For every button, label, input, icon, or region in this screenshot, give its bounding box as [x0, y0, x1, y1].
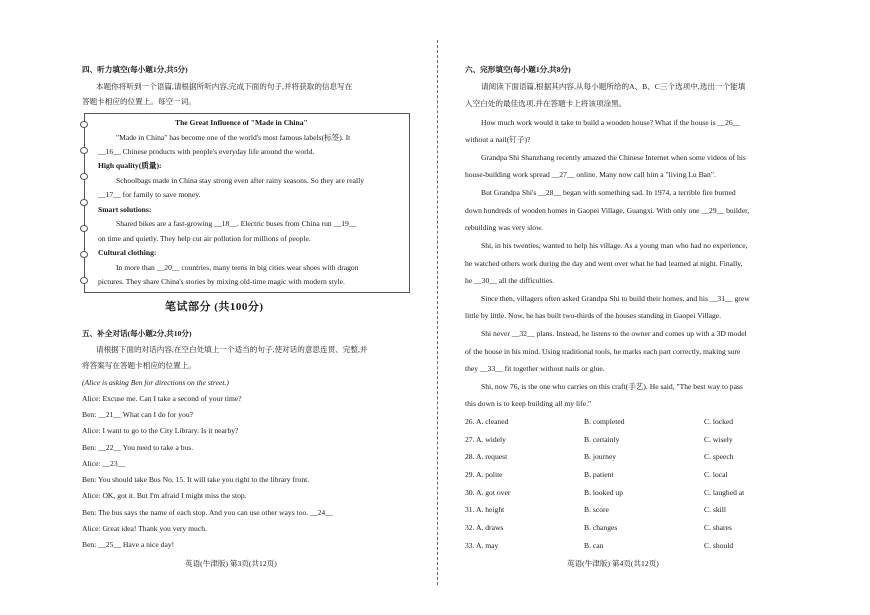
- dialogue-instructions-line1: 请根据下面的对话内容,在空白处填上一个适当的句子,使对话的意思连贯、完整,并: [96, 345, 368, 354]
- option-c: C. skill: [704, 505, 726, 514]
- cloze-passage-line: little by little. Now, he has built two-thirds of the houses standing in Gaopei Village.: [465, 311, 722, 320]
- cloze-passage-line: he __30__ all the difficulties.: [465, 276, 555, 285]
- dialogue-section-header: 五、补全对话(每小题2分,共10分): [82, 329, 192, 338]
- listening-section-header: 四、听力填空(每小题1分,共5分): [82, 65, 188, 74]
- dialogue-line: Alice: Excuse me. Can I take a second of your time?: [82, 394, 242, 403]
- cloze-passage-line: without a nail(钉子)?: [465, 135, 531, 144]
- cloze-passage-line: he watched others work during the day and went over what he had learned at night. Finally,: [465, 259, 743, 268]
- written-part-title: 笔试部分 (共100分): [165, 301, 264, 313]
- notes-heading: High quality(质量):: [98, 161, 162, 170]
- option-c: C. locked: [704, 417, 734, 426]
- notes-text: "Made in China" has become one of the world's most famous labels(标签). It: [116, 133, 351, 142]
- notebook-ring-icon: [80, 199, 88, 206]
- option-c: C. local: [704, 470, 728, 479]
- option-c: C. wisely: [704, 435, 733, 444]
- dialogue-line: Ben: __25__ Have a nice day!: [82, 540, 175, 549]
- option-c: C. laughed at: [704, 488, 745, 497]
- cloze-passage-line: this down is to keep building all my life.": [465, 399, 592, 408]
- notebook-ring-icon: [80, 147, 88, 154]
- cloze-passage-line: Shi never __32__ plans. Instead, he listens to the owner and comes up with a 3D model: [481, 329, 747, 338]
- dialogue-line: Ben: You should take Bus No. 15. It will take you right to the library front.: [82, 475, 310, 484]
- option-b: B. journey: [584, 452, 617, 461]
- option-a: 33. A. may: [465, 541, 499, 550]
- dialogue-instructions-line2: 将答案写在答题卡相应的位置上。: [82, 361, 196, 370]
- dialogue-line: Ben: __21__ What can I do for you?: [82, 410, 193, 419]
- dialogue-line: Ben: The bus says the name of each stop. And you can use other ways too. __24__: [82, 508, 333, 517]
- option-b: B. score: [584, 505, 609, 514]
- cloze-passage-line: Shi, in his twenties, wanted to help his village. As a young man who had no experience,: [481, 241, 748, 250]
- notes-text: on time and quietly. They help cut air pollution for millions of people.: [98, 234, 311, 243]
- option-c: C. speech: [704, 452, 734, 461]
- cloze-passage-line: down hundreds of wooden homes in Gaopei Village, Guangxi. With only one __29__ builder,: [465, 206, 750, 215]
- notes-text: pictures. They share China's stories by mixing old-time magic with modern style.: [98, 277, 345, 286]
- dialogue-line: Ben: __22__ You need to take a bus.: [82, 443, 194, 452]
- option-b: B. changes: [584, 523, 618, 532]
- option-b: B. patient: [584, 470, 614, 479]
- option-b: B. completed: [584, 417, 625, 426]
- dialogue-line: Alice: OK, got it. But I'm afraid I might miss the stop.: [82, 491, 247, 500]
- dialogue-line: Alice: Great idea! Thank you very much.: [82, 524, 207, 533]
- dialogue-line: Alice: I want to go to the City Library. Is it nearby?: [82, 426, 239, 435]
- dialogue-context: (Alice is asking Ben for directions on the street.): [82, 378, 229, 387]
- notes-text: Schoolbags made in China stay strong even after rainy seasons. So they are really: [116, 176, 364, 185]
- notebook-ring-icon: [80, 277, 88, 284]
- notes-title: The Great Influence of "Made in China": [175, 118, 308, 127]
- option-b: B. looked up: [584, 488, 624, 497]
- page-footer-right: 英语(牛津版) 第4页(共12页): [567, 559, 659, 568]
- option-c: C. should: [704, 541, 734, 550]
- option-c: C. shares: [704, 523, 732, 532]
- notes-text: __17__ for family to save money.: [98, 190, 201, 199]
- notes-text: __16__ Chinese products with people's everyday life around the world.: [98, 147, 315, 156]
- cloze-section-header: 六、完形填空(每小题1分,共8分): [465, 65, 571, 74]
- cloze-instructions-line2: 入空白处的最佳选项,并在答题卡上将该项涂黑。: [465, 99, 627, 108]
- option-a: 27. A. widely: [465, 435, 506, 444]
- option-a: 31. A. height: [465, 505, 505, 514]
- option-b: B. can: [584, 541, 604, 550]
- cloze-passage-line: of the house in his mind. Using traditional tools, he marks each part correctly, making sure: [465, 347, 741, 356]
- notebook-ring-icon: [80, 173, 88, 180]
- option-a: 32. A. draws: [465, 523, 504, 532]
- listening-instructions-line2: 答题卡相应的位置上。每空一词。: [82, 97, 196, 106]
- cloze-instructions-line1: 请阅读下面语篇,根据其内容,从每小题所给的A、B、C三个选项中,选出一个能填: [481, 82, 746, 91]
- cloze-passage-line: Shi, now 76, is the one who carries on this craft(手艺). He said, "The best way to pass: [481, 382, 743, 391]
- cloze-passage-line: rebuilding was very slow.: [465, 223, 543, 232]
- notes-heading: Smart solutions:: [98, 205, 152, 214]
- notes-text: In more than __20__ countries, many teens in big cities wear shoes with dragon: [116, 263, 359, 272]
- cloze-passage-line: How much work would it take to build a wooden house? What if the house is __26__: [481, 118, 741, 127]
- notebook-ring-icon: [80, 225, 88, 232]
- option-a: 26. A. cleaned: [465, 417, 509, 426]
- cloze-passage-line: they __33__ fit together without nails or glue.: [465, 364, 605, 373]
- option-a: 30. A. got over: [465, 488, 511, 497]
- notes-heading: Cultural clothing:: [98, 248, 157, 257]
- notes-text: Shared bikes are a fast-growing __18__. Electric buses from China run __19__: [116, 219, 357, 228]
- option-a: 28. A. request: [465, 452, 508, 461]
- page-footer-left: 英语(牛津版) 第3页(共12页): [185, 559, 277, 568]
- notebook-ring-icon: [80, 251, 88, 258]
- dialogue-line: Alice: __23__: [82, 459, 126, 468]
- cloze-passage-line: Grandpa Shi Shanzhang recently amazed the Chinese Internet when some videos of his: [481, 153, 746, 162]
- cloze-passage-line: Since then, villagers often asked Grandpa Shi to build their homes, and his __31__ grew: [481, 294, 750, 303]
- cloze-passage-line: But Grandpa Shi's __28__ began with something sad. In 1974, a terrible fire burned: [481, 188, 736, 197]
- notebook-ring-icon: [80, 121, 88, 128]
- listening-instructions-line1: 本题你将听到一个语篇,请根据所听内容,完成下面的句子,并将获取的信息写在: [96, 82, 353, 91]
- option-b: B. certainly: [584, 435, 620, 444]
- option-a: 29. A. polite: [465, 470, 503, 479]
- column-divider: [437, 40, 438, 585]
- cloze-passage-line: house-building work spread __27__ online. Many now call him a "living Lu Ban".: [465, 170, 716, 179]
